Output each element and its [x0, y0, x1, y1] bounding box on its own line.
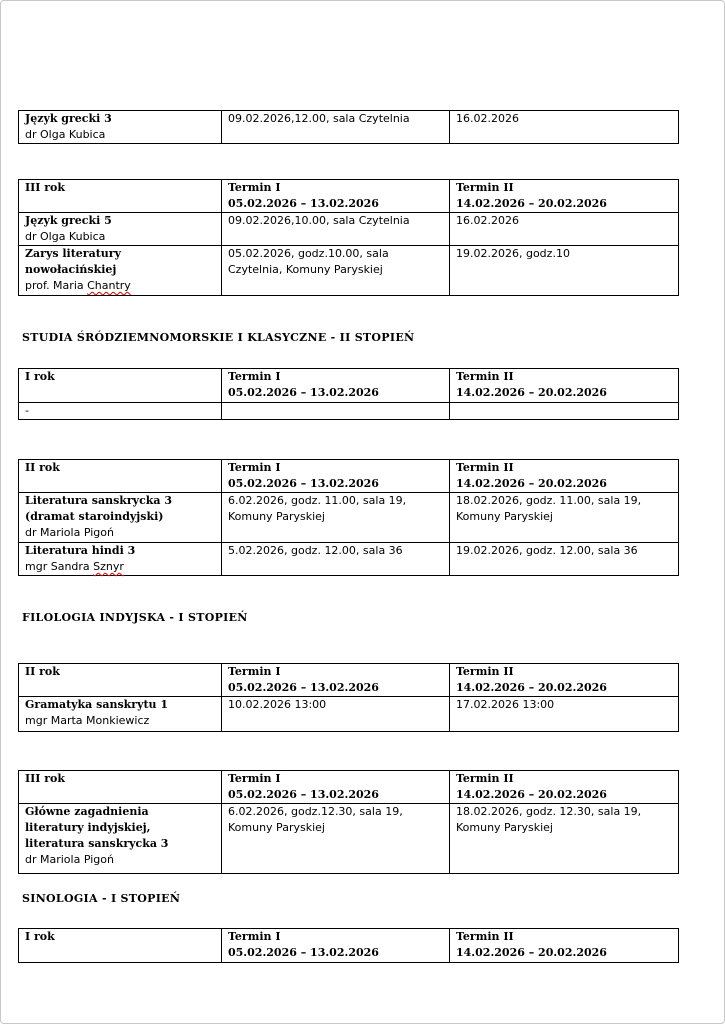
year-label: II rok — [25, 461, 60, 474]
teacher-name: dr Mariola Pigoń — [25, 526, 114, 539]
exam-table-year3-classics — [18, 179, 679, 296]
year-label: I rok — [25, 370, 55, 383]
course-name: Gramatyka sanskrytu 1 — [25, 698, 169, 711]
term1-dates: 05.02.2026 – 13.02.2026 — [228, 477, 379, 490]
course-name: Język grecki 5 — [25, 214, 112, 227]
exam-table-year2-mediterranean — [18, 459, 679, 576]
section-heading: FILOLOGIA INDYJSKA - I STOPIEŃ — [22, 611, 248, 624]
term1-cell: 09.02.2026,12.00, sala Czytelnia — [222, 111, 450, 144]
term2-dates: 14.02.2026 – 20.02.2026 — [456, 477, 607, 490]
course-name-line2: (dramat staroindyjski) — [25, 510, 164, 523]
course-name-line3: literatura sanskrycka 3 — [25, 837, 169, 850]
exam-table-year1-sinology — [18, 928, 679, 963]
teacher-name: mgr Marta Monkiewicz — [25, 714, 150, 727]
term2-cell: 16.02.2026 — [450, 111, 679, 144]
term1-line2: Komuny Paryskiej — [228, 821, 325, 834]
term1-label: Termin I — [228, 461, 281, 474]
term2-label: Termin II — [456, 665, 514, 678]
term2-label: Termin II — [456, 370, 514, 383]
teacher-name — [25, 559, 215, 575]
teacher-prefix: prof. Maria — [25, 279, 88, 292]
year-label: III rok — [25, 181, 66, 194]
table-header-row — [19, 771, 679, 804]
course-name: Język grecki 3 — [25, 112, 112, 125]
term2-dates: 14.02.2026 – 20.02.2026 — [456, 946, 607, 959]
term1-line2: Czytelnia, Komuny Paryskiej — [228, 263, 383, 276]
term2-label: Termin II — [456, 772, 514, 785]
course-cell: - — [19, 403, 222, 420]
term1-label: Termin I — [228, 370, 281, 383]
term1-dates: 05.02.2026 – 13.02.2026 — [228, 681, 379, 694]
term2-cell: 16.02.2026 — [450, 213, 679, 246]
teacher-name — [25, 278, 215, 294]
term2-line1: 18.02.2026, godz. 12.30, sala 19, — [456, 805, 642, 818]
course-name-line1: Literatura sanskrycka 3 — [25, 494, 172, 507]
table-row — [19, 111, 679, 144]
term1-cell: 5.02.2026, godz. 12.00, sala 36 — [222, 543, 450, 576]
term2-cell: 17.02.2026 13:00 — [450, 697, 679, 732]
term1-dates: 05.02.2026 – 13.02.2026 — [228, 386, 379, 399]
term2-label: Termin II — [456, 461, 514, 474]
term2-cell: 19.02.2026, godz.10 — [450, 246, 679, 296]
course-cell — [19, 111, 222, 144]
term1-dates: 05.02.2026 – 13.02.2026 — [228, 788, 379, 801]
table-header-row — [19, 664, 679, 697]
table-header-row — [19, 460, 679, 493]
table-row — [19, 493, 679, 543]
term2-label: Termin II — [456, 930, 514, 943]
year-label: II rok — [25, 665, 60, 678]
course-name-line2: nowołacińskiej — [25, 263, 117, 276]
teacher-name: dr Mariola Pigoń — [25, 853, 114, 866]
table-row — [19, 697, 679, 732]
exam-table-year2-indology — [18, 663, 679, 732]
term1-label: Termin I — [228, 665, 281, 678]
teacher-name: dr Olga Kubica — [25, 230, 106, 243]
table-row — [19, 804, 679, 874]
course-name-line2: literatury indyjskiej, — [25, 821, 151, 834]
term1-label: Termin I — [228, 930, 281, 943]
term1-cell: 09.02.2026,10.00, sala Czytelnia — [222, 213, 450, 246]
table-row — [19, 403, 679, 420]
year-label: III rok — [25, 772, 66, 785]
term2-label: Termin II — [456, 181, 514, 194]
table-row — [19, 543, 679, 576]
exam-table-year1-mediterranean — [18, 368, 679, 420]
course-name: Literatura hindi 3 — [25, 544, 136, 557]
teacher-name: dr Olga Kubica — [25, 128, 106, 141]
term1-label: Termin I — [228, 181, 281, 194]
term1-line1: 6.02.2026, godz. 11.00, sala 19, — [228, 494, 407, 507]
teacher-surname: Chantry — [87, 279, 131, 292]
term1-dates: 05.02.2026 – 13.02.2026 — [228, 946, 379, 959]
table-header-row — [19, 929, 679, 963]
term2-line2: Komuny Paryskiej — [456, 821, 553, 834]
year-label: I rok — [25, 930, 55, 943]
term2-line2: Komuny Paryskiej — [456, 510, 553, 523]
table-row — [19, 246, 679, 296]
course-name-line1: Zarys literatury — [25, 247, 121, 260]
term2-line1: 18.02.2026, godz. 11.00, sala 19, — [456, 494, 642, 507]
term2-cell: 19.02.2026, godz. 12.00, sala 36 — [450, 543, 679, 576]
table-header-row — [19, 369, 679, 403]
table-row — [19, 213, 679, 246]
table-header-row — [19, 180, 679, 213]
exam-table-year2-classics — [18, 110, 679, 144]
exam-table-year3-indology — [18, 770, 679, 874]
term1-cell: 10.02.2026 13:00 — [222, 697, 450, 732]
term2-dates: 14.02.2026 – 20.02.2026 — [456, 386, 607, 399]
section-heading: STUDIA ŚRÓDZIEMNOMORSKIE I KLASYCZNE - II STOPIEŃ — [22, 331, 415, 344]
section-heading: SINOLOGIA - I STOPIEŃ — [22, 892, 181, 905]
term1-line1: 05.02.2026, godz.10.00, sala — [228, 247, 389, 260]
term1-label: Termin I — [228, 772, 281, 785]
term2-dates: 14.02.2026 – 20.02.2026 — [456, 788, 607, 801]
term2-dates: 14.02.2026 – 20.02.2026 — [456, 681, 607, 694]
term1-dates: 05.02.2026 – 13.02.2026 — [228, 197, 379, 210]
teacher-surname: Sznyr — [93, 560, 124, 573]
term1-line1: 6.02.2026, godz.12.30, sala 19, — [228, 805, 403, 818]
teacher-prefix: mgr Sandra — [25, 560, 94, 573]
course-name-line1: Główne zagadnienia — [25, 805, 149, 818]
term2-dates: 14.02.2026 – 20.02.2026 — [456, 197, 607, 210]
term1-line2: Komuny Paryskiej — [228, 510, 325, 523]
